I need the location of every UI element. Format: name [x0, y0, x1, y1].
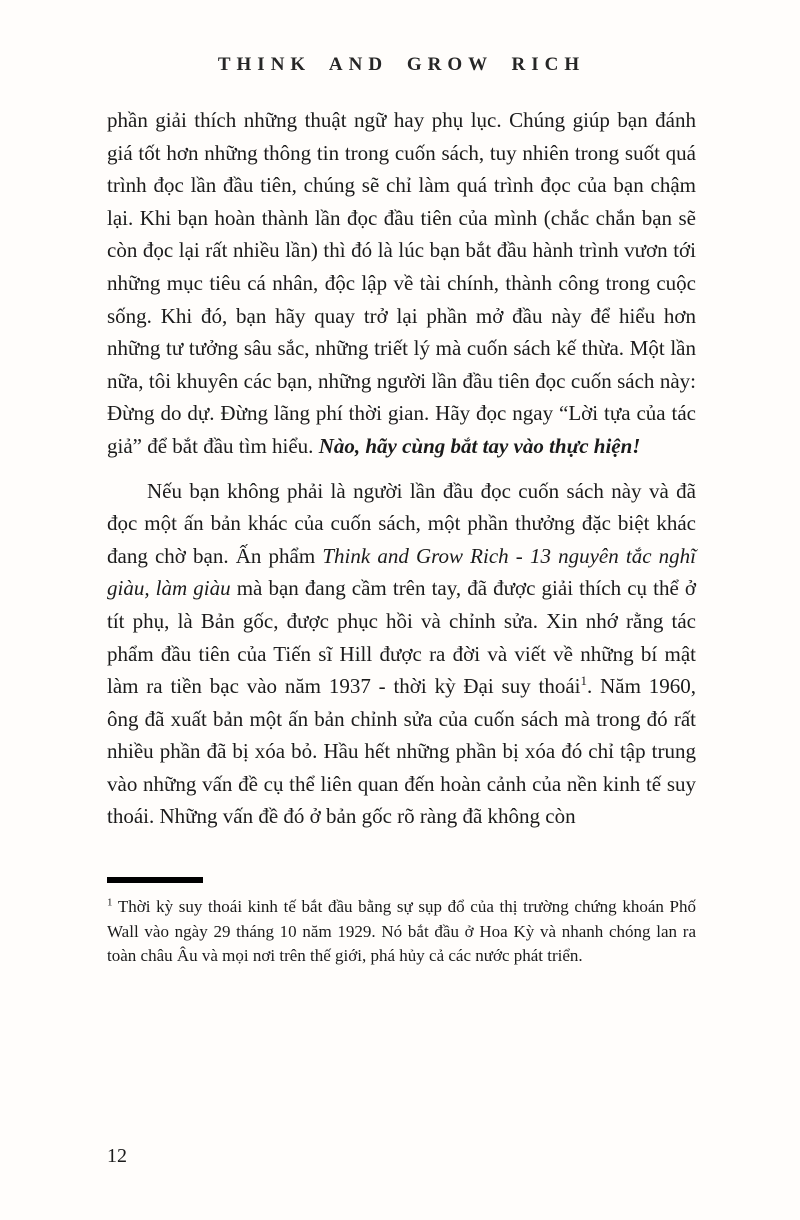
footnote-reference: 1 — [580, 673, 588, 689]
running-header: THINK AND GROW RICH — [217, 54, 586, 75]
footnote — [107, 895, 696, 969]
paragraph-text: phần giải thích những thuật ngữ hay phụ lục. Chúng giúp bạn đánh giá tốt hơn những thông tin trong cuốn sách, tuy nhiên trong suốt quá trình đọc lần đầu tiên, chúng sẽ chỉ làm quá trình đọc của bạn chậm lại. Khi bạn hoàn thành lần đọc đầu tiên của mình (chắc chắn bạn sẽ còn đọc lại rất nhiều lần) thì đó là lúc bạn bắt đầu hành trình vươn tới những mục tiêu cá nhân, độc lập về tài chính, thành công trong cuộc sống. Khi đó, bạn hãy quay trở lại phần mở đầu này để hiểu hơn những tư tưởng sâu sắc, những triết lý mà cuốn sách kế thừa. Một lần nữa, tôi khuyên các bạn, những người lần đầu tiên đọc cuốn sách này: Đừng do dự. Đừng lãng phí thời gian. Hãy đọc ngay “Lời tựa của tác giả” để bắt đầu tìm hiểu. — [107, 108, 696, 458]
paragraph-text: Nếu bạn không phải là người lần đầu đọc cuốn sách này và đã đọc một ấn bản khác của cuốn sách, một phần thưởng đặc biệt khác đang chờ bạn. Ấn phẩm — [107, 478, 696, 568]
footnote-text: Thời kỳ suy thoái kinh tế bắt đầu bằng sự sụp đổ của thị trường chứng khoán Phố Wall vào ngày 29 tháng 10 năm 1929. Nó bắt đầu ở Hoa Kỳ và nhanh chóng lan ra toàn châu Âu và mọi nơi trên thế giới, phá hủy cả các nước phát triển. — [107, 897, 696, 966]
book-title-italic: Think and Grow Rich - 13 nguyên tắc nghĩ giàu, làm giàu — [107, 543, 697, 601]
footnote-divider — [107, 877, 203, 883]
paragraph — [107, 104, 696, 463]
paragraph-text: . Năm 1960, ông đã xuất bản một ấn bản chỉnh sửa của cuốn sách mà trong đó rất nhiều phần đã bị xóa bỏ. Hầu hết những phần bị xóa đó chỉ tập trung vào những vấn đề cụ thể liên quan đến hoàn cảnh của nền kinh tế suy thoái. Những vấn đề đó ở bản gốc rõ ràng đã không còn — [107, 674, 696, 829]
footnote-marker: 1 — [107, 896, 113, 909]
page-body — [107, 104, 696, 833]
page-number: 12 — [107, 1145, 127, 1167]
emphasis-text: Nào, hãy cùng bắt tay vào thực hiện! — [318, 433, 641, 458]
paragraph-text: mà bạn đang cầm trên tay, đã được giải thích cụ thể ở tít phụ, là Bản gốc, được phục hồi và chỉnh sửa. Xin nhớ rằng tác phẩm đầu tiên của Tiến sĩ Hill được ra đời và viết về những bí mật làm ra tiền bạc vào năm 1937 - thời kỳ Đại suy thoái — [107, 576, 696, 699]
paragraph — [107, 475, 696, 834]
